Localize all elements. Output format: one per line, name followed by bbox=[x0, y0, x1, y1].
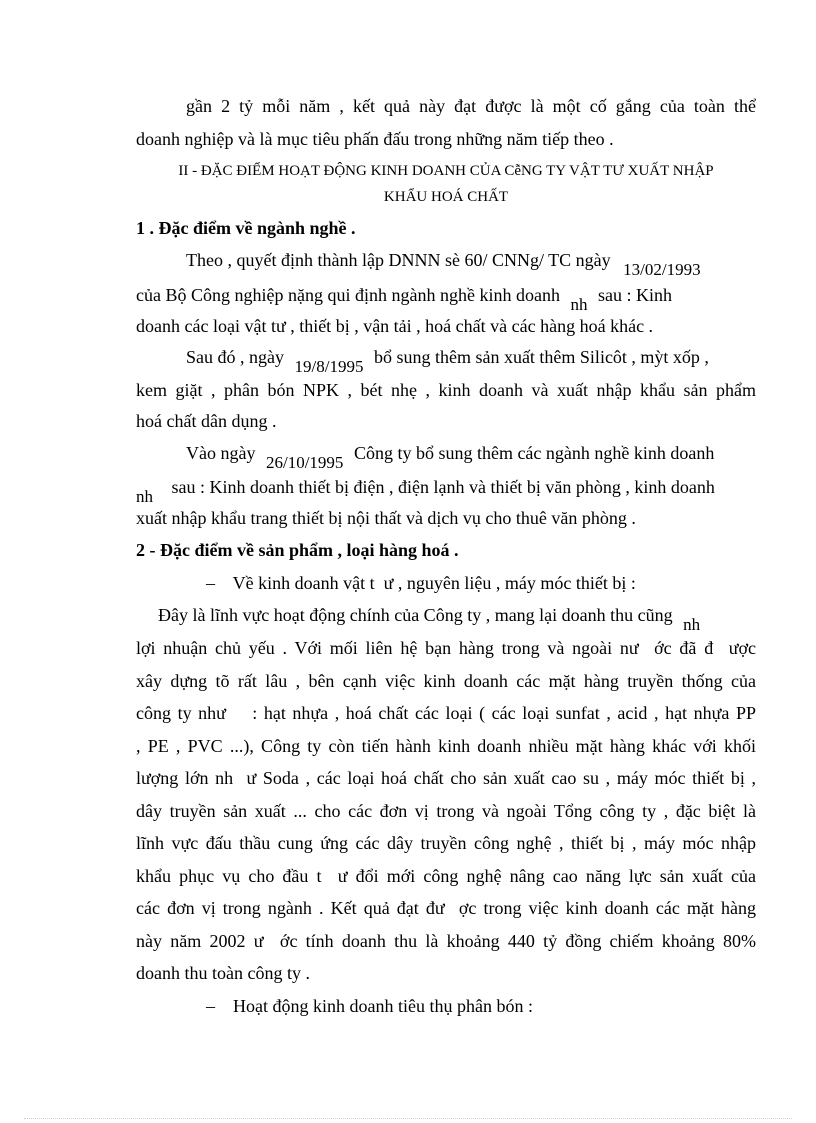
paragraph-line: lợi nhuận chủ yếu . Với mối liên hệ bạn hàng trong và ngoài nư ớc đã đ ược bbox=[136, 638, 756, 658]
text-run: bổ sung thêm sản xuất thêm Silicôt , mỳt xốp , bbox=[373, 347, 709, 367]
text-run: nh bbox=[136, 487, 153, 506]
date-text: 26/10/1995 bbox=[265, 453, 344, 472]
paragraph-line: khẩu phục vụ cho đầu t ư đổi mới công nghệ nâng cao năng lực sản xuất của bbox=[136, 866, 756, 886]
paragraph-line: dây truyền sản xuất ... cho các đơn vị trong và ngoài Tổng công ty , đặc biệt là bbox=[136, 801, 756, 821]
page-break-line bbox=[24, 1118, 792, 1119]
subsection-heading: 1 . Đặc điểm về ngành nghề . bbox=[136, 218, 356, 238]
paragraph-line: doanh thu toàn công ty . bbox=[136, 963, 310, 983]
text-run: Vào ngày bbox=[186, 443, 256, 463]
date-text: 13/02/1993 bbox=[623, 260, 701, 279]
paragraph-line: lĩnh vực đấu thầu cung ứng các dây truyền công nghệ , thiết bị , máy móc nhập bbox=[136, 833, 756, 853]
paragraph-line bbox=[158, 603, 756, 634]
paragraph-line: gần 2 tỷ mỗi năm , kết quả này đạt được là một cố gắng của toàn thể bbox=[186, 96, 756, 116]
section-heading: KHẨU HOÁ CHẤT bbox=[383, 189, 509, 205]
bullet-item: – Hoạt động kinh doanh tiêu thụ phân bón : bbox=[206, 996, 533, 1016]
paragraph-line bbox=[186, 441, 756, 472]
text-run: sau : Kinh bbox=[597, 285, 672, 305]
paragraph-line bbox=[136, 475, 756, 506]
text-run: Đây là lĩnh vực hoạt động chính của Công ty , mang lại doanh thu cũng bbox=[158, 605, 673, 625]
subsection-heading: 2 - Đặc điểm về sản phẩm , loại hàng hoá . bbox=[136, 540, 459, 560]
text-run: của Bộ Công nghiệp nặng qui định ngành nghề kinh doanh bbox=[136, 285, 560, 305]
paragraph-line bbox=[186, 345, 756, 376]
bullet-item: – Về kinh doanh vật t ư , nguyên liệu , máy móc thiết bị : bbox=[206, 573, 636, 593]
section-heading: II - ĐẶC ĐIỂM HOẠT ĐỘNG KINH DOANH CỦA CễNG TY VẬT TƯ XUẤT NHẬP bbox=[178, 163, 714, 179]
text-run: Theo , quyết định thành lập DNNN sè 60/ CNNg/ TC ngày bbox=[186, 250, 611, 270]
paragraph-line: công ty như : hạt nhựa , hoá chất các loại ( các loại sunfat , acid , hạt nhựa PP bbox=[136, 703, 756, 723]
date-text: 19/8/1995 bbox=[294, 357, 364, 376]
paragraph-line bbox=[186, 248, 756, 279]
text-run: nh bbox=[683, 615, 701, 634]
paragraph-line: hoá chất dân dụng . bbox=[136, 411, 277, 431]
paragraph-line: , PE , PVC ...), Công ty còn tiến hành kinh doanh nhiều mặt hàng khác với khối bbox=[136, 736, 756, 756]
text-run: Sau đó , ngày bbox=[186, 347, 284, 367]
paragraph-line: doanh các loại vật tư , thiết bị , vận tải , hoá chất và các hàng hoá khác . bbox=[136, 316, 654, 336]
paragraph-line: xây dựng tõ rất lâu , bên cạnh việc kinh doanh các mặt hàng truyền thống của bbox=[136, 671, 756, 691]
text-run: Công ty bổ sung thêm các ngành nghề kinh doanh bbox=[353, 443, 715, 463]
paragraph-line: kem giặt , phân bón NPK , bét nhẹ , kinh doanh và xuất nhập khẩu sản phẩm bbox=[136, 380, 756, 400]
paragraph-line: xuất nhập khẩu trang thiết bị nội thất và dịch vụ cho thuê văn phòng . bbox=[136, 508, 636, 528]
text-run: sau : Kinh doanh thiết bị điện , điện lạnh và thiết bị văn phòng , kinh doanh bbox=[171, 477, 715, 497]
paragraph-line: doanh nghiệp và là mục tiêu phấn đấu trong những năm tiếp theo . bbox=[136, 129, 614, 149]
paragraph-line: lượng lớn nh ư Soda , các loại hoá chất cho sản xuất cao su , máy móc thiết bị , bbox=[136, 768, 756, 788]
paragraph-line bbox=[136, 283, 756, 314]
text-run: nh bbox=[570, 295, 588, 314]
paragraph-line: các đơn vị trong ngành . Kết quả đạt đư ợc trong việc kinh doanh các mặt hàng bbox=[136, 898, 756, 918]
paragraph-line: này năm 2002 ư ớc tính doanh thu là khoảng 440 tỷ đồng chiếm khoảng 80% bbox=[136, 931, 756, 951]
